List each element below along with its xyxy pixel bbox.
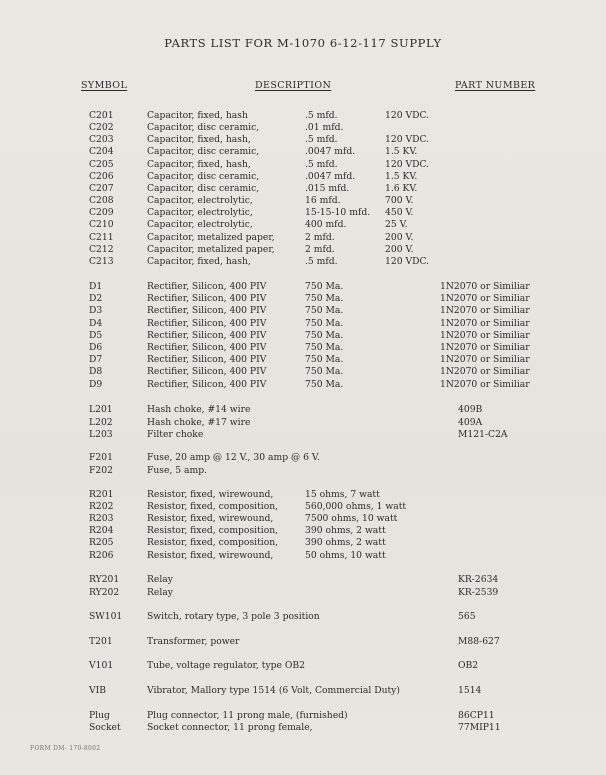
table-row <box>0 501 606 513</box>
rating-cell: 120 VDC. <box>385 110 430 121</box>
part-number-cell: M88-627 <box>458 636 500 647</box>
description-cell: Resistor, fixed, wirewound, <box>147 513 274 525</box>
description-cell: Rectifier, Silicon, 400 PIV <box>147 305 267 317</box>
description-cell: Rectifier, Silicon, 400 PIV <box>147 342 267 353</box>
description-cell: Resistor, fixed, composition, <box>147 537 279 549</box>
part-number-cell: 409A <box>458 416 483 428</box>
description-cell: Resistor, fixed, composition, <box>147 501 279 513</box>
part-number-cell: 409B <box>458 404 483 415</box>
description-cell: Resistor, fixed, wirewound, <box>147 549 274 561</box>
symbol-cell: C201 <box>89 110 114 121</box>
description-cell: Capacitor, electrolytic, <box>147 195 253 207</box>
value-cell: 750 Ma. <box>305 281 344 292</box>
table-row <box>0 330 606 342</box>
table-row <box>0 550 606 562</box>
rating-cell: 1.6 KV. <box>385 182 418 194</box>
description-cell: Rectifier, Silicon, 400 PIV <box>147 317 267 329</box>
symbol-cell: T201 <box>89 636 113 647</box>
value-cell: 390 ohms, 2 watt <box>305 525 386 537</box>
table-row <box>0 110 606 122</box>
description-cell: Hash choke, #17 wire <box>147 416 251 428</box>
description-cell: Capacitor, disc ceramic, <box>147 122 260 134</box>
description-cell: Capacitor, metalized paper, <box>147 231 275 243</box>
value-cell: .5 mfd. <box>305 110 338 121</box>
value-cell: 750 Ma. <box>305 366 344 378</box>
value-cell: 15-15-10 mfd. <box>305 207 371 219</box>
part-number-cell: 1N2070 or Similiar <box>440 293 530 305</box>
part-number-cell: 565 <box>458 611 476 622</box>
description-cell: Rectifier, Silicon, 400 PIV <box>147 366 267 378</box>
value-cell: 560,000 ohms, 1 watt <box>305 501 407 513</box>
table-row <box>0 183 606 195</box>
symbol-cell: SW101 <box>89 611 123 622</box>
table-row <box>0 195 606 207</box>
part-number-cell: 1514 <box>458 685 482 696</box>
table-row <box>0 281 606 293</box>
table-row <box>0 636 606 648</box>
value-cell: 2 mfd. <box>305 243 335 255</box>
rating-cell: 120 VDC. <box>385 255 430 267</box>
table-row <box>0 122 606 134</box>
table-row <box>0 379 606 391</box>
rating-cell: 1.5 KV. <box>385 170 418 182</box>
value-cell: 750 Ma. <box>305 354 344 366</box>
symbol-cell: C202 <box>89 122 114 134</box>
table-row <box>0 146 606 158</box>
part-number-cell: 1N2070 or Similiar <box>440 378 530 390</box>
value-cell: 750 Ma. <box>305 342 344 353</box>
value-cell: 7500 ohms, 10 watt <box>305 513 398 525</box>
description-cell: Switch, rotary type, 3 pole 3 position <box>147 611 320 622</box>
value-cell: 750 Ma. <box>305 293 344 305</box>
table-row <box>0 685 606 697</box>
table-row <box>0 256 606 268</box>
table-row <box>0 587 606 599</box>
part-number-cell: 86CP11 <box>458 710 495 721</box>
value-cell: 750 Ma. <box>305 317 344 329</box>
value-cell: .01 mfd. <box>305 122 344 134</box>
symbol-cell: D6 <box>89 342 103 353</box>
symbol-cell: Socket <box>89 722 121 733</box>
rating-cell: 120 VDC. <box>385 134 430 146</box>
part-number-cell: 1N2070 or Similiar <box>440 317 530 329</box>
part-number-cell: 77MIP11 <box>458 722 501 733</box>
table-row <box>0 429 606 441</box>
table-row <box>0 489 606 501</box>
table-row <box>0 305 606 317</box>
description-cell: Capacitor, disc ceramic, <box>147 182 260 194</box>
symbol-cell: L203 <box>89 429 113 440</box>
part-number-cell: 1N2070 or Similiar <box>440 342 530 353</box>
part-number-cell: KR-2539 <box>458 586 499 598</box>
symbol-cell: D7 <box>89 354 103 366</box>
table-row <box>0 219 606 231</box>
symbol-cell: D1 <box>89 281 103 292</box>
table-row <box>0 710 606 722</box>
description-cell: Relay <box>147 586 173 598</box>
description-cell: Fuse, 5 amp. <box>147 464 208 476</box>
description-cell: Capacitor, electrolytic, <box>147 219 253 231</box>
symbol-cell: R206 <box>89 549 114 561</box>
table-row <box>0 525 606 537</box>
page-title: PARTS LIST FOR M-1070 6-12-117 SUPPLY <box>164 36 442 50</box>
symbol-cell: C211 <box>89 231 114 243</box>
symbol-cell: D2 <box>89 293 103 305</box>
description-cell: Relay <box>147 574 173 585</box>
symbol-cell: Plug <box>89 710 110 721</box>
symbol-cell: L201 <box>89 404 113 415</box>
value-cell: 50 ohms, 10 watt <box>305 549 386 561</box>
table-row <box>0 354 606 366</box>
value-cell: .0047 mfd. <box>305 170 356 182</box>
description-cell: Capacitor, fixed, hash <box>147 110 248 121</box>
rating-cell: 25 V. <box>385 219 408 231</box>
symbol-cell: RY202 <box>89 586 120 598</box>
table-row <box>0 722 606 734</box>
table-row <box>0 134 606 146</box>
symbol-cell: D9 <box>89 378 103 390</box>
table-row <box>0 318 606 330</box>
value-cell: 16 mfd. <box>305 195 341 207</box>
rating-cell: 450 V. <box>385 207 414 219</box>
description-cell: Capacitor, disc ceramic, <box>147 170 260 182</box>
symbol-cell: C207 <box>89 182 114 194</box>
table-row <box>0 660 606 672</box>
value-cell: 750 Ma. <box>305 329 344 341</box>
symbol-cell: C208 <box>89 195 114 207</box>
rating-cell: 120 VDC. <box>385 158 430 170</box>
symbol-cell: R205 <box>89 537 114 549</box>
value-cell: .0047 mfd. <box>305 146 356 158</box>
value-cell: 390 ohms, 2 watt <box>305 537 386 549</box>
table-row <box>0 417 606 429</box>
value-cell: .5 mfd. <box>305 158 338 170</box>
symbol-cell: R203 <box>89 513 114 525</box>
rating-cell: 200 V. <box>385 231 414 243</box>
symbol-cell: C213 <box>89 255 114 267</box>
value-cell: .015 mfd. <box>305 182 350 194</box>
symbol-cell: R204 <box>89 525 114 537</box>
part-number-cell: KR-2634 <box>458 574 499 585</box>
value-cell: 750 Ma. <box>305 305 344 317</box>
description-cell: Resistor, fixed, composition, <box>147 525 279 537</box>
symbol-cell: RY201 <box>89 574 120 585</box>
rating-cell: 1.5 KV. <box>385 146 418 158</box>
symbol-cell: VIB <box>89 685 107 696</box>
description-cell: Hash choke, #14 wire <box>147 404 251 415</box>
description-cell: Rectifier, Silicon, 400 PIV <box>147 281 267 292</box>
part-number-header: PART NUMBER <box>455 80 536 91</box>
symbol-header: SYMBOL <box>81 80 128 91</box>
symbol-cell: C212 <box>89 243 114 255</box>
symbol-cell: C210 <box>89 219 114 231</box>
symbol-cell: F202 <box>89 464 113 476</box>
table-row <box>0 293 606 305</box>
description-header: DESCRIPTION <box>255 80 332 91</box>
symbol-cell: V101 <box>89 660 114 671</box>
table-row <box>0 611 606 623</box>
part-number-cell: 1N2070 or Similiar <box>440 366 530 378</box>
table-row <box>0 342 606 354</box>
value-cell: 750 Ma. <box>305 378 344 390</box>
description-cell: Capacitor, disc ceramic, <box>147 146 260 158</box>
table-row <box>0 465 606 477</box>
table-row <box>0 232 606 244</box>
description-cell: Capacitor, metalized paper, <box>147 243 275 255</box>
part-number-cell: 1N2070 or Similiar <box>440 281 530 292</box>
description-cell: Rectifier, Silicon, 400 PIV <box>147 378 267 390</box>
value-cell: 400 mfd. <box>305 219 347 231</box>
description-cell: Resistor, fixed, wirewound, <box>147 489 274 500</box>
description-cell: Plug connector, 11 prong male, (furnished) <box>147 710 348 721</box>
symbol-cell: C203 <box>89 134 114 146</box>
description-cell: Socket connector, 11 prong female, <box>147 722 313 733</box>
description-cell: Rectifier, Silicon, 400 PIV <box>147 329 267 341</box>
rating-cell: 700 V. <box>385 195 414 207</box>
table-row <box>0 513 606 525</box>
symbol-cell: D8 <box>89 366 103 378</box>
symbol-cell: R201 <box>89 489 114 500</box>
symbol-cell: C205 <box>89 158 114 170</box>
table-row <box>0 366 606 378</box>
part-number-cell: OB2 <box>458 660 479 671</box>
part-number-cell: 1N2070 or Similiar <box>440 354 530 366</box>
symbol-cell: D4 <box>89 317 103 329</box>
symbol-cell: D3 <box>89 305 103 317</box>
table-row <box>0 207 606 219</box>
table-row <box>0 537 606 549</box>
symbol-cell: D5 <box>89 329 103 341</box>
symbol-cell: F201 <box>89 452 113 463</box>
description-cell: Fuse, 20 amp @ 12 V., 30 amp @ 6 V. <box>147 452 320 463</box>
description-cell: Vibrator, Mallory type 1514 (6 Volt, Commercial Duty) <box>147 685 400 696</box>
table-row <box>0 171 606 183</box>
description-cell: Capacitor, fixed, hash, <box>147 158 251 170</box>
symbol-cell: R202 <box>89 501 114 513</box>
description-cell: Capacitor, fixed, hash, <box>147 255 251 267</box>
value-cell: .5 mfd. <box>305 255 338 267</box>
part-number-cell: M121-C2A <box>458 429 508 440</box>
value-cell: .5 mfd. <box>305 134 338 146</box>
symbol-cell: C204 <box>89 146 114 158</box>
description-cell: Tube, voltage regulator, type OB2 <box>147 660 306 671</box>
symbol-cell: C209 <box>89 207 114 219</box>
description-cell: Transformer, power <box>147 636 240 647</box>
description-cell: Capacitor, fixed, hash, <box>147 134 251 146</box>
description-cell: Rectifier, Silicon, 400 PIV <box>147 293 267 305</box>
part-number-cell: 1N2070 or Similiar <box>440 305 530 317</box>
part-number-cell: 1N2070 or Similiar <box>440 329 530 341</box>
description-cell: Rectifier, Silicon, 400 PIV <box>147 354 267 366</box>
symbol-cell: L202 <box>89 416 113 428</box>
symbol-cell: C206 <box>89 170 114 182</box>
table-row <box>0 244 606 256</box>
table-row <box>0 404 606 416</box>
description-cell: Filter choke <box>147 429 204 440</box>
table-row <box>0 574 606 586</box>
description-cell: Capacitor, electrolytic, <box>147 207 253 219</box>
value-cell: 15 ohms, 7 watt <box>305 489 380 500</box>
form-number: FORM DM- 170-8002 <box>30 745 101 752</box>
table-row <box>0 159 606 171</box>
value-cell: 2 mfd. <box>305 231 335 243</box>
rating-cell: 200 V. <box>385 243 414 255</box>
table-row <box>0 452 606 464</box>
